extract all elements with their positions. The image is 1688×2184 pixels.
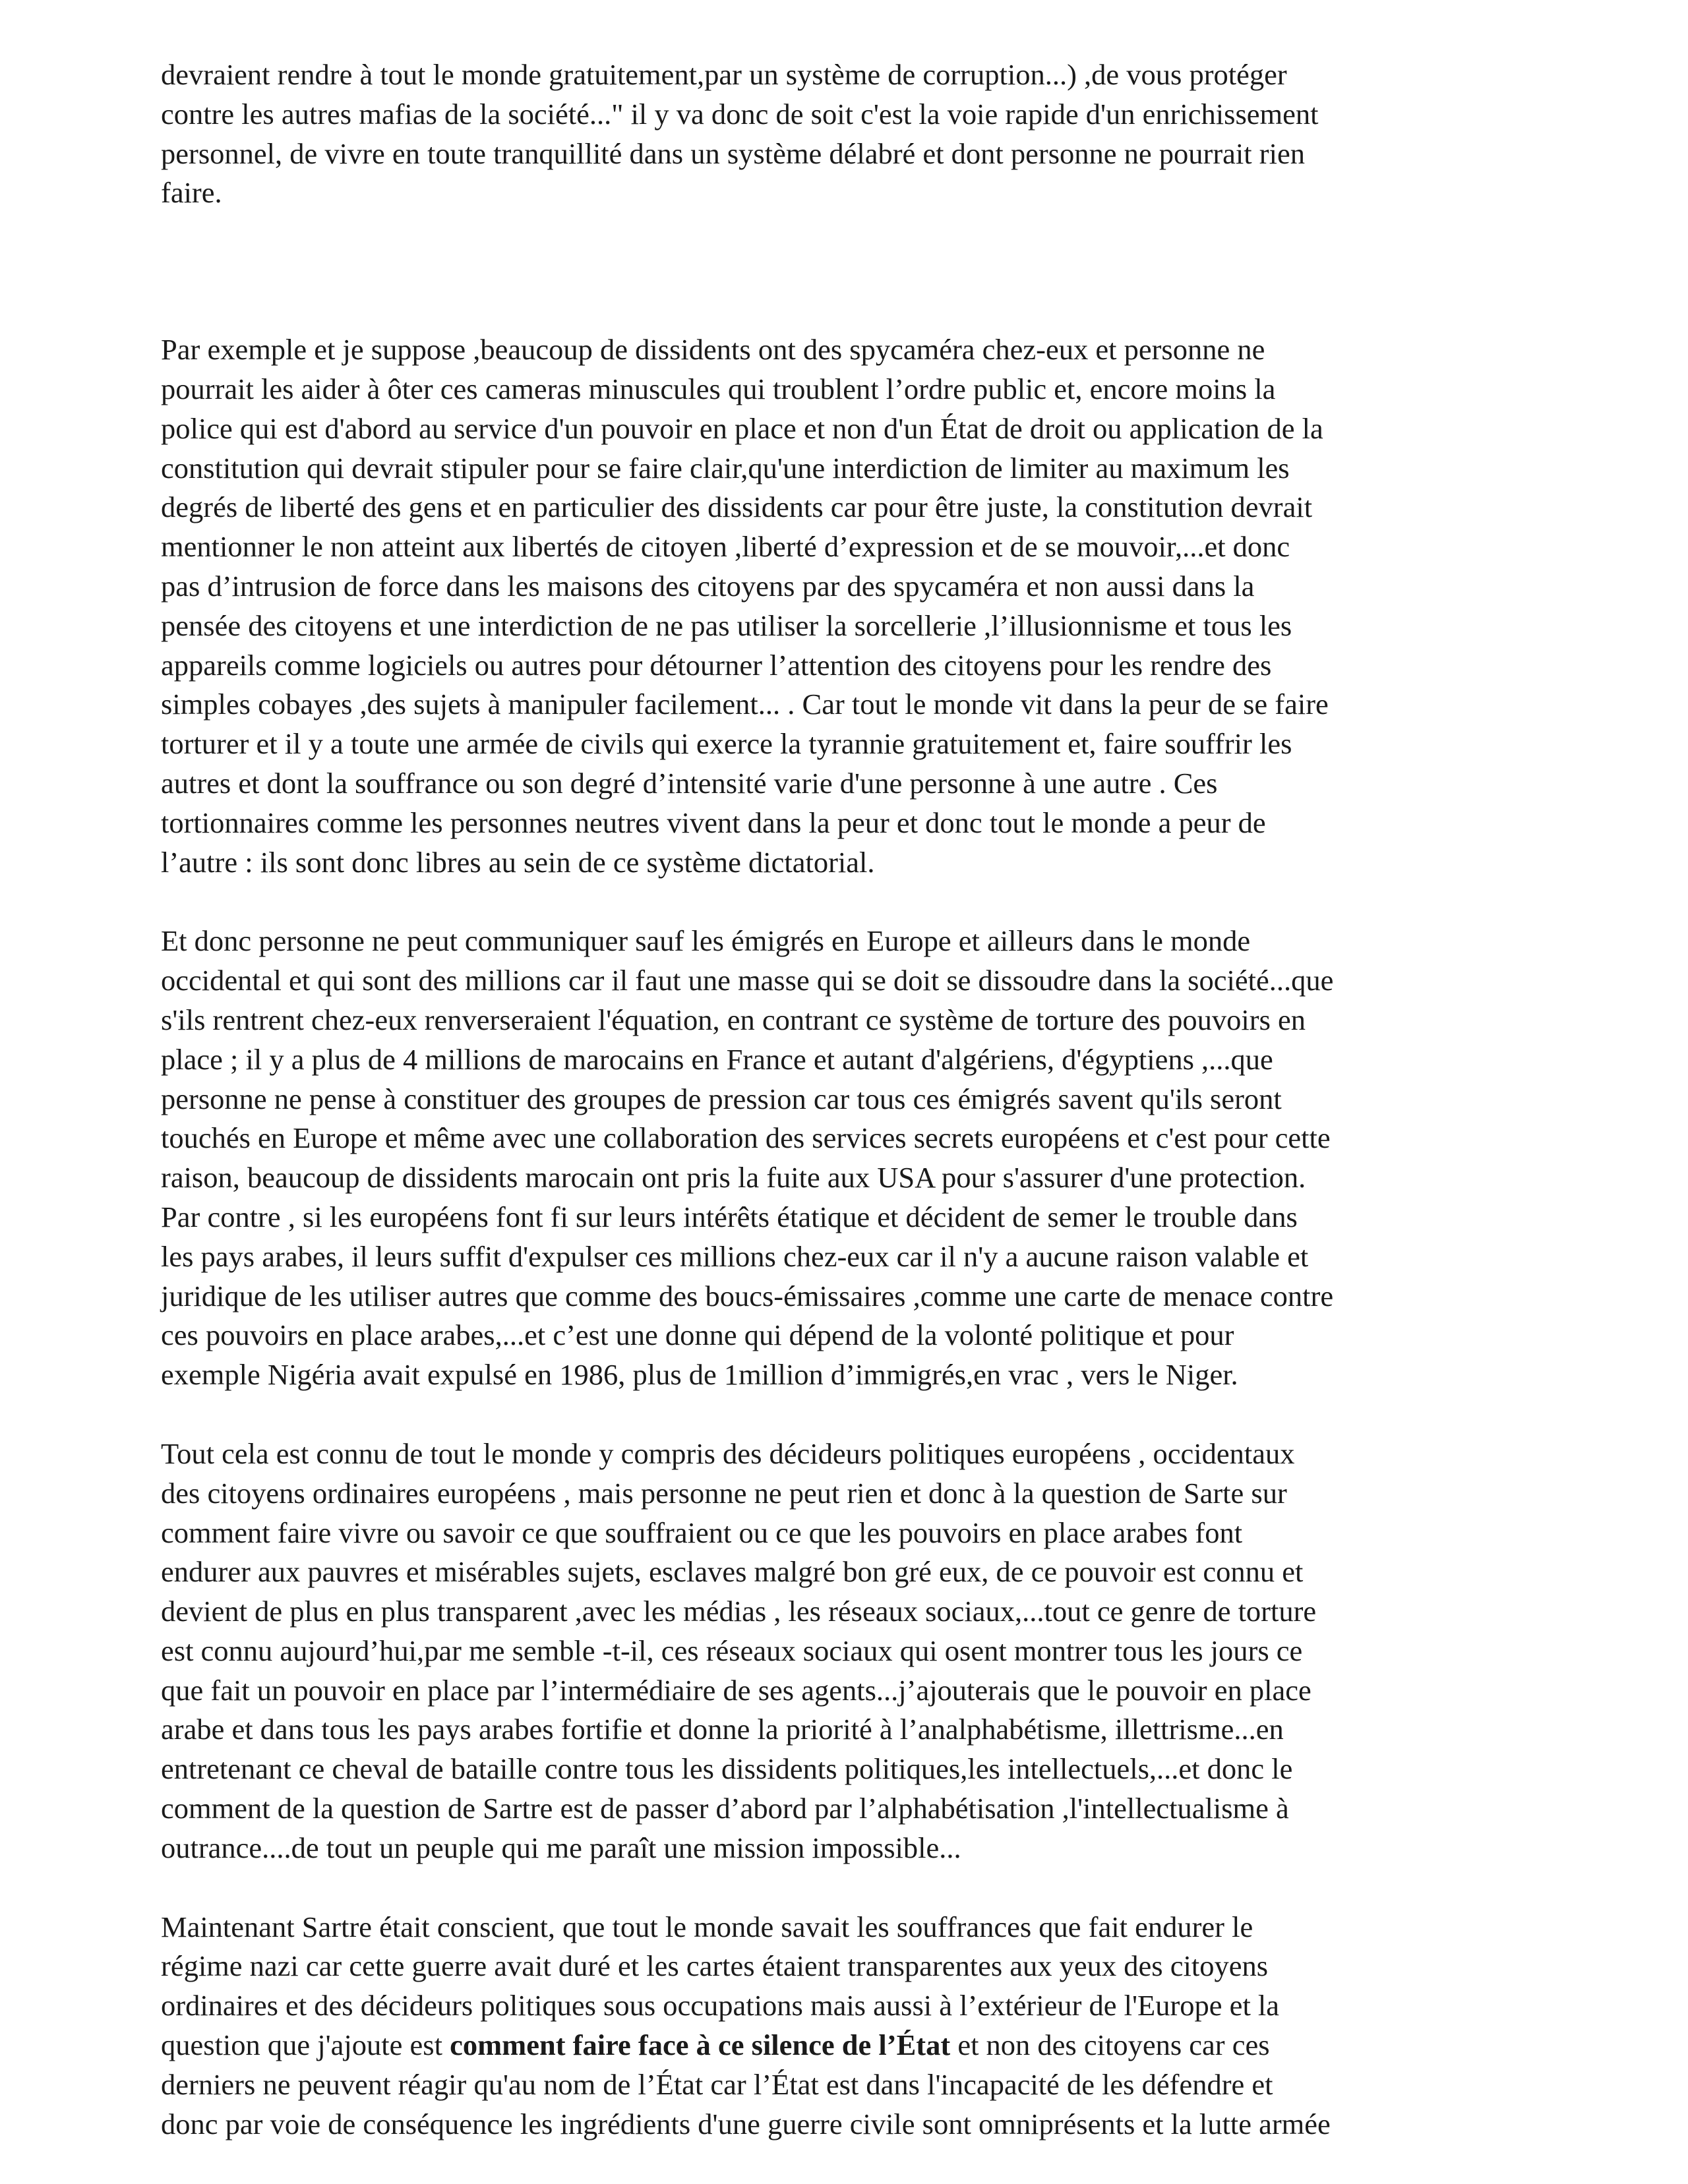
paragraph-4: Tout cela est connu de tout le monde y compris des décideurs politiques européens , occidentaux des citoyens ordinaires européens , mais personne ne peut rien et donc à la question de Sarte sur comment faire vivre ou savoir ce que souffraient ou ce que les pouvoirs en place arabes font endurer aux pauvres et misérables sujets, esclaves malgré bon gré eux, de ce pouvoir est connu et devient de plus en plus transparent ,avec les médias , les réseaux sociaux,...tout ce genre de torture est connu aujourd’hui,par me semble -t-il, ces réseaux sociaux qui osent montrer tous les jours ce que fait un pouvoir en place par l’intermédiaire de ses agents...j’ajouterais que le pouvoir en place arabe et dans tous les pays arabes fortifie et donne la priorité à l’analphabétisme, illettrisme...en entretenant ce cheval de bataille contre tous les dissidents politiques,les intellectuels,...et donc le comment de la question de Sartre est de passer d’abord par l’alphabétisation ,l'intellectualisme à outrance....de tout un peuple qui me paraît une mission impossible... xyxy=(161,1436,1317,1864)
paragraph-5 xyxy=(161,1908,1559,2144)
paragraph-5-text-start: Maintenant Sartre était conscient, que tout le monde savait les souffrances que fait endurer le régime nazi car cette guerre avait duré et les cartes étaient transparentes aux yeux des citoyens ordinaires et des décideurs politiques sous occupations mais aussi à l’extérieur de l'Europe et la question que j'ajoute est xyxy=(161,1910,1280,2062)
paragraph-spacer xyxy=(161,1868,1559,1908)
document-page xyxy=(161,55,1559,2144)
paragraph-5-text-end: et non des citoyens car ces derniers ne peuvent réagir qu'au nom de l’État car l’État est dans l'incapacité de les défendre et donc par voie de conséquence les ingrédients d'une guerre civile sont omniprésents et la lutte armée xyxy=(161,2028,1331,2140)
paragraph-spacer xyxy=(161,882,1559,922)
paragraph-3: Et donc personne ne peut communiquer sauf les émigrés en Europe et ailleurs dans le monde occidental et qui sont des millions car il faut une masse qui se doit se dissoudre dans la société...que s'ils rentrent chez-eux renverseraient l'équation, en contrant ce système de torture des pouvoirs en place ; il y a plus de 4 millions de marocains en France et autant d'algériens, d'égyptiens ,...que personne ne pense à constituer des groupes de pression car tous ces émigrés savent qu'ils seront touchés en Europe et même avec une collaboration des services secrets européens et c'est pour cette raison, beaucoup de dissidents marocain ont pris la fuite aux USA pour s'assurer d'une protection. Par contre , si les européens font fi sur leurs intérêts étatique et décident de semer le trouble dans les pays arabes, il leurs suffit d'expulser ces millions chez-eux car il n'y a aucune raison valable et juridique de les utiliser autres que comme des boucs-émissaires ,comme une carte de menace contre ces pouvoirs en place arabes,...et c’est une donne qui dépend de la volonté politique et pour exemple Nigéria avait expulsé en 1986, plus de 1million d’immigrés,en vrac , vers le Niger. xyxy=(161,924,1334,1392)
paragraph-5-bold-phrase: comment faire face à ce silence de l’État xyxy=(450,2028,951,2062)
paragraph-2: Par exemple et je suppose ,beaucoup de dissidents ont des spycaméra chez-eux et personne ne pourrait les aider à ôter ces cameras minuscules qui troublent l’ordre public et, encore moins la police qui est d'abord au service d'un pouvoir en place et non d'un État de droit ou application de la constitution qui devrait stipuler pour se faire clair,qu'une interdiction de limiter au maximum les degrés de liberté des gens et en particulier des dissidents car pour être juste, la constitution devrait mentionner le non atteint aux libertés de citoyen ,liberté d’expression et de se mouvoir,...et donc pas d’intrusion de force dans les maisons des citoyens par des spycaméra et non aussi dans la pensée des citoyens et une interdiction de ne pas utiliser la sorcellerie ,l’illusionnisme et tous les appareils comme logiciels ou autres pour détourner l’attention des citoyens pour les rendre des simples cobayes ,des sujets à manipuler facilement... . Car tout le monde vit dans la peur de se faire torturer et il y a toute une armée de civils qui exerce la tyrannie gratuitement et, faire souffrir les autres et dont la souffrance ou son degré d’intensité varie d'une personne à une autre . Ces tortionnaires comme les personnes neutres vivent dans la peur et donc tout le monde a peur de l’autre : ils sont donc libres au sein de ce système dictatorial. xyxy=(161,333,1329,879)
paragraph-spacer xyxy=(161,1395,1559,1434)
paragraph-1: devraient rendre à tout le monde gratuitement,par un système de corruption...) ,de vous protéger contre les autres mafias de la société..." il y va donc de soit c'est la voie rapide d'un enrichissement personnel, de vivre en toute tranquillité dans un système délabré et dont personne ne pourrait rien faire. xyxy=(161,58,1319,210)
paragraph-spacer xyxy=(161,213,1559,330)
